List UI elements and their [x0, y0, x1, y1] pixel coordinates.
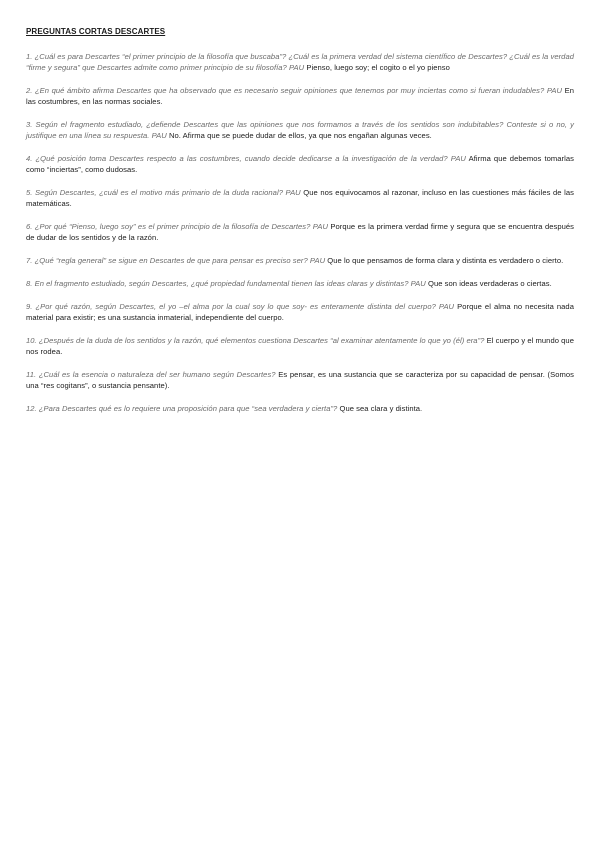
question-5: 5. Según Descartes, ¿cuál es el motivo más primario de la duda racional? PAU	[26, 188, 301, 197]
answer-11: Es pensar, es una sustancia que se caracteriza por su capacidad de pensar. (Somos una “res cogitans”, o sustancia pensante).	[26, 370, 574, 390]
question-1: 1. ¿Cuál es para Descartes “el primer principio de la filosofía que buscaba”? ¿Cuál es la primera verdad del sistema científico de Descartes? ¿Cuál es la verdad “firme y segura” que Descartes admite como primer principio de su filosofía? PAU	[26, 52, 574, 72]
question-11: 11. ¿Cuál es la esencia o naturaleza del ser humano según Descartes?	[26, 370, 276, 379]
document-page	[26, 26, 574, 426]
answer-5: Que nos equivocamos al razonar, incluso en las cuestiones más fáciles de las matemáticas.	[26, 188, 574, 208]
answer-7: Que lo que pensamos de forma clara y distinta es verdadero o cierto.	[327, 256, 564, 265]
qa-item-1	[26, 51, 574, 73]
answer-9: Porque el alma no necesita nada material para existir; es una sustancia inmaterial, independiente del cuerpo.	[26, 302, 574, 322]
answer-1: Pienso, luego soy; el cogito o el yo pienso	[306, 63, 450, 72]
question-12: 12. ¿Para Descartes qué es lo requiere una proposición para que “sea verdadera y cierta”?	[26, 404, 338, 413]
qa-item-7	[26, 255, 574, 266]
qa-item-11	[26, 369, 574, 391]
qa-item-4	[26, 153, 574, 175]
document-title: PREGUNTAS CORTAS DESCARTES	[26, 27, 166, 36]
qa-item-2	[26, 85, 574, 107]
answer-4: Afirma que debemos tomarlas como “inciertas”, como dudosas.	[26, 154, 574, 174]
question-3: 3. Según el fragmento estudiado, ¿defiende Descartes que las opiniones que nos formamos a través de los sentidos son indubitables? Conteste si o no, y justifique en una línea su respuesta. PAU	[26, 120, 574, 140]
qa-item-8	[26, 278, 574, 289]
qa-item-5	[26, 187, 574, 209]
answer-2: En las costumbres, en las normas sociales.	[26, 86, 574, 106]
question-6: 6. ¿Por qué “Pienso, luego soy” es el primer principio de la filosofía de Descartes? PAU	[26, 222, 328, 231]
qa-item-6	[26, 221, 574, 243]
qa-item-12	[26, 403, 574, 414]
question-2: 2. ¿En qué ámbito afirma Descartes que ha observado que es necesario seguir opiniones que tenemos por muy inciertas como si fueran indudables? PAU	[26, 86, 563, 95]
answer-8: Que son ideas verdaderas o ciertas.	[428, 279, 552, 288]
question-8: 8. En el fragmento estudiado, según Descartes, ¿qué propiedad fundamental tienen las ideas claras y distintas? PAU	[26, 279, 426, 288]
question-7: 7. ¿Qué “regla general” se sigue en Descartes de que para pensar es preciso ser? PAU	[26, 256, 326, 265]
question-9: 9. ¿Por qué razón, según Descartes, el yo –el alma por la cual soy lo que soy- es enteramente distinta del cuerpo? PAU	[26, 302, 455, 311]
qa-item-3	[26, 119, 574, 141]
answer-3: No. Afirma que se puede dudar de ellos, ya que nos engañan algunas veces.	[168, 131, 432, 140]
answer-6: Porque es la primera verdad firme y segura que se encuentra después de dudar de los sentidos y de la razón.	[26, 222, 575, 242]
qa-item-9	[26, 301, 574, 323]
answer-10: El cuerpo y el mundo que nos rodea.	[26, 336, 574, 356]
qa-item-10	[26, 335, 574, 357]
question-10: 10. ¿Después de la duda de los sentidos y la razón, qué elementos cuestiona Descartes “al examinar atentamente lo que yo (él) era”?	[26, 336, 485, 345]
answer-12: Que sea clara y distinta.	[339, 404, 423, 413]
question-4: 4. ¿Qué posición toma Descartes respecto a las costumbres, cuando decide dedicarse a la investigación de la verdad? PAU	[26, 154, 466, 163]
